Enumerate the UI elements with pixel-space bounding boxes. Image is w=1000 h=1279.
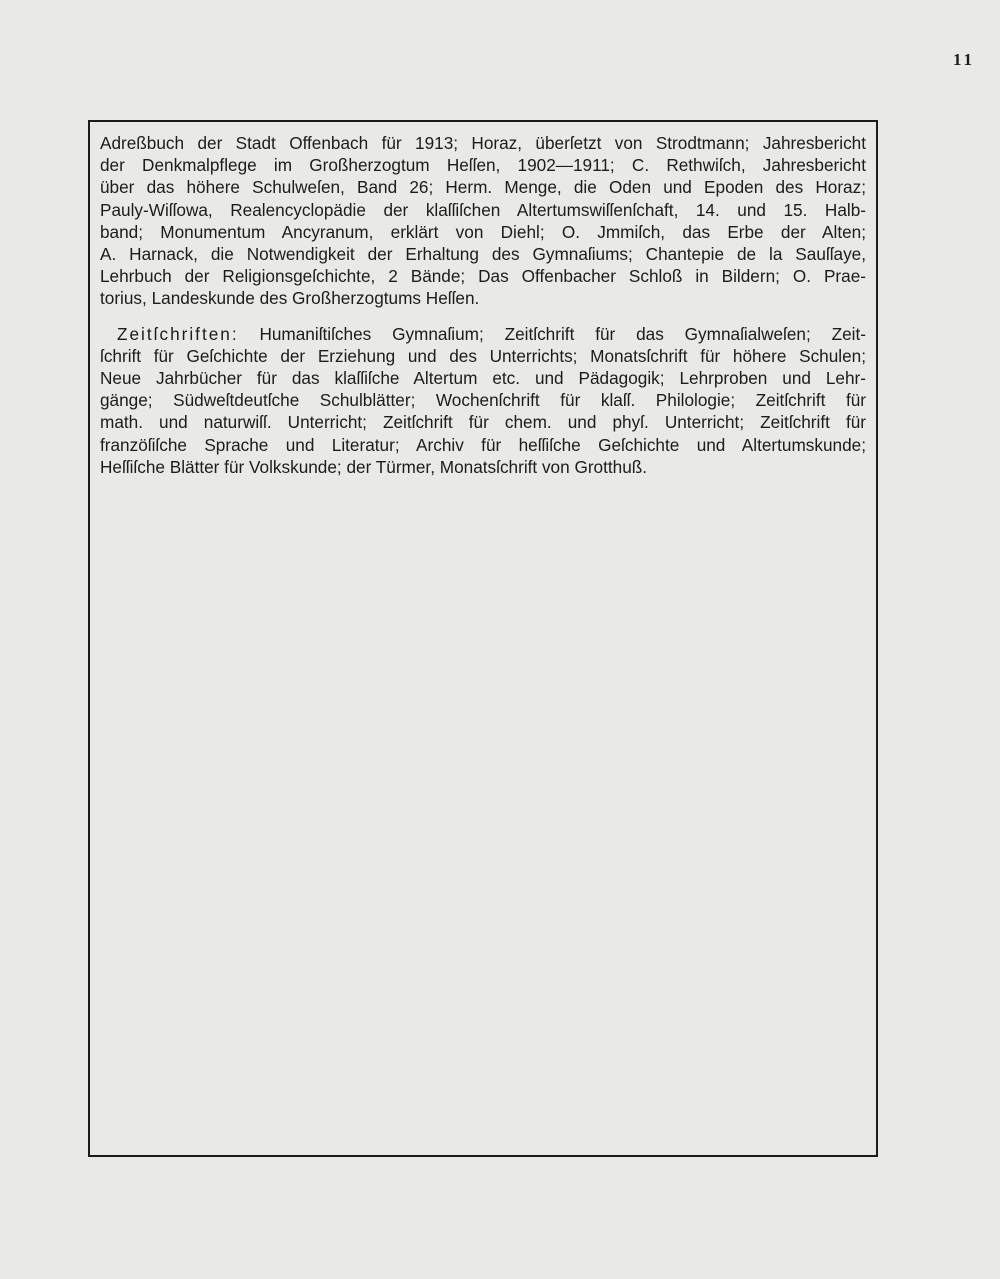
text-line: math. und naturwiſſ. Unterricht; Zeitſchrift für chem. und phyſ. Unterricht; Zeitſchrift für [100,412,866,433]
text-line: band; Monumentum Ancyranum, erklärt von Diehl; O. Jmmiſch, das Erbe der Alten; [100,221,866,242]
bibliography-paragraph [100,132,866,310]
text-line: ſchrift für Geſchichte der Erziehung und des Unterrichts; Monatsſchrift für höhere Schulen; [100,345,866,366]
text-line: Pauly-Wiſſowa, Realencyclopädie der klaſſiſchen Altertumswiſſenſchaft, 14. und 15. Halb- [100,199,866,220]
page-number: 11 [953,50,976,69]
text-line: gänge; Südweſtdeutſche Schulblätter; Wochenſchrift für klaſſ. Philologie; Zeitſchrift für [100,390,866,411]
text-line: der Denkmalpflege im Großherzogtum Heſſen, 1902—1911; C. Rethwiſch, Jahresbericht [100,155,866,176]
text-line: Adreßbuch der Stadt Offenbach für 1913; Horaz, überſetzt von Strodtmann; Jahresbericht [100,133,866,153]
text-line [100,323,866,345]
text-line: A. Harnack, die Notwendigkeit der Erhaltung des Gymnaſiums; Chantepie de la Sauſſaye, [100,244,866,265]
text-line: Neue Jahrbücher für das klaſſiſche Altertum etc. und Pädagogik; Lehrproben und Lehr- [100,368,866,389]
text-line: torius, Landeskunde des Großherzogtums Heſſen. [100,288,480,309]
text-line: Heſſiſche Blätter für Volkskunde; der Türmer, Monatsſchrift von Grotthuß. [100,456,648,477]
text-frame [88,120,878,1157]
text-line: über das höhere Schulweſen, Band 26; Herm. Menge, die Oden und Epoden des Horaz; [100,177,866,198]
text-fragment: Humaniſtiſches Gymnaſium; Zeitſchrift für das Gymnaſialweſen; Zeit- [238,323,866,344]
text-line: Lehrbuch der Religionsgeſchichte, 2 Bände; Das Offenbacher Schloß in Bildern; O. Prae- [100,266,866,287]
periodicals-heading: Zeitſchriften: [117,323,239,344]
text-line: franzöſiſche Sprache und Literatur; Archiv für heſſiſche Geſchichte und Altertumskunde; [100,434,866,455]
periodicals-paragraph [100,323,866,478]
